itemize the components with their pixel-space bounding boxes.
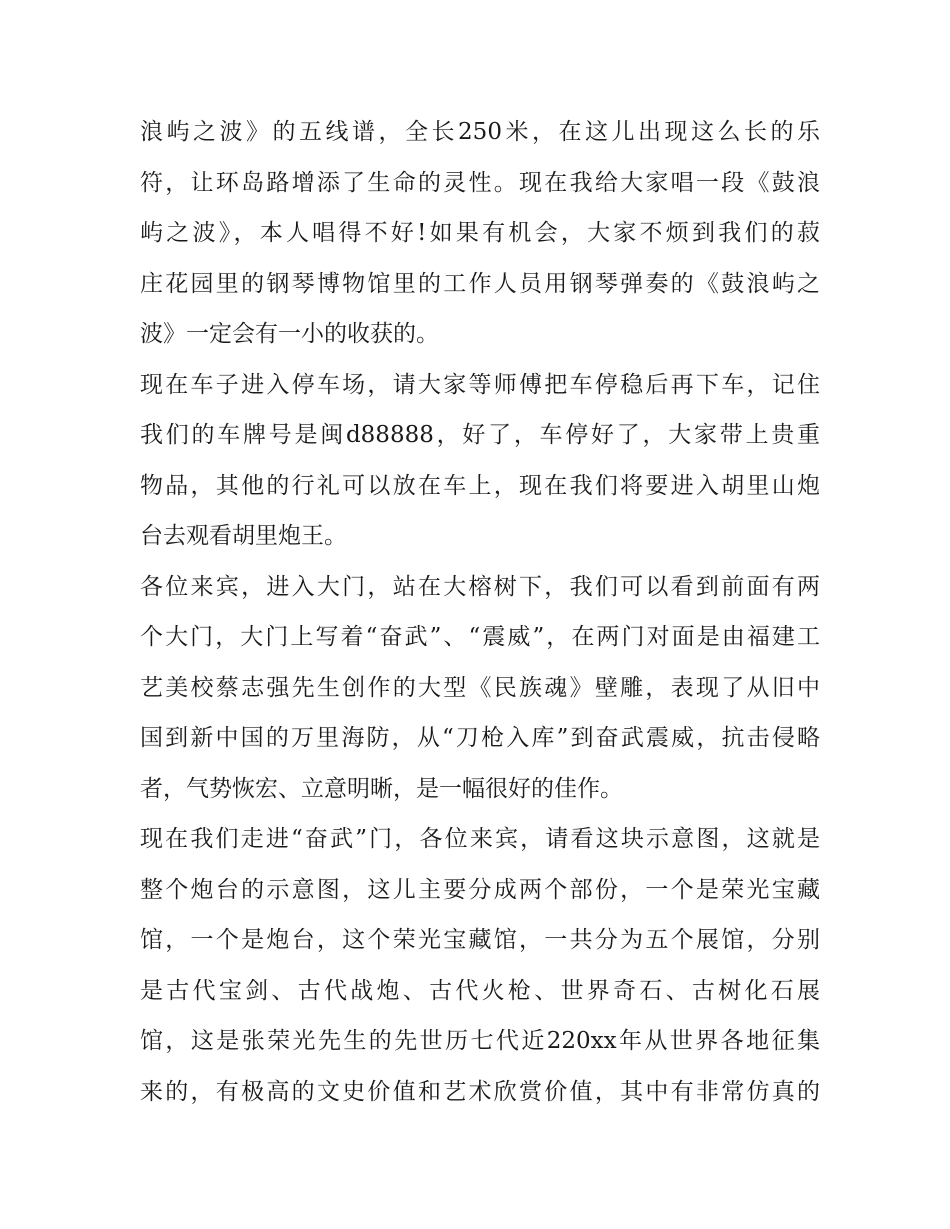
text-line: 物品，其他的行礼可以放在车上，现在我们将要进入胡里山炮	[140, 472, 820, 499]
text-line: 现在我们走进“奋武”门，各位来宾，请看这块示意图，这就是	[140, 826, 820, 852]
text-line: 浪屿之波》的五线谱，全长250米，在这儿出现这么长的乐	[140, 119, 820, 145]
text-line: 来的，有极高的文史价值和艺术欣赏价值，其中有非常仿真的	[140, 1078, 820, 1105]
text-line: 我们的车牌号是闽d88888，好了，车停好了，大家带上贵重	[140, 422, 820, 448]
text-line: 馆，一个是炮台，这个荣光宝藏馆，一共分为五个展馆，分别	[140, 927, 820, 953]
text-line: 馆，这是张荣光先生的先世历七代近220xx年从世界各地征集	[140, 1028, 820, 1054]
text-line: 个大门，大门上写着“奋武”、“震威”，在两门对面是由福建工	[140, 624, 820, 650]
text-line: 屿之波》，本人唱得不好!如果有机会，大家不烦到我们的菽	[140, 220, 820, 246]
text-line: 国到新中国的万里海防，从“刀枪入库”到奋武震威，抗击侵略	[140, 725, 820, 751]
text-line: 波》一定会有一小的收获的。	[140, 321, 439, 347]
text-line: 符，让环岛路增添了生命的灵性。现在我给大家唱一段《鼓浪	[140, 169, 820, 196]
text-line: 现在车子进入停车场，请大家等师傅把车停稳后再下车，记住	[140, 371, 820, 398]
text-line: 者，气势恢宏、立意明晰，是一幅很好的佳作。	[140, 775, 623, 802]
text-line: 艺美校蔡志强先生创作的大型《民族魂》壁雕，表现了从旧中	[140, 674, 820, 701]
text-line: 台去观看胡里炮王。	[140, 523, 347, 549]
body-text	[140, 107, 820, 1117]
text-line: 是古代宝剑、古代战炮、古代火枪、世界奇石、古树化石展	[140, 977, 820, 1004]
text-line: 庄花园里的钢琴博物馆里的工作人员用钢琴弹奏的《鼓浪屿之	[140, 270, 820, 297]
text-line: 各位来宾，进入大门，站在大榕树下，我们可以看到前面有两	[140, 573, 820, 600]
text-line: 整个炮台的示意图，这儿主要分成两个部份，一个是荣光宝藏	[140, 876, 820, 903]
